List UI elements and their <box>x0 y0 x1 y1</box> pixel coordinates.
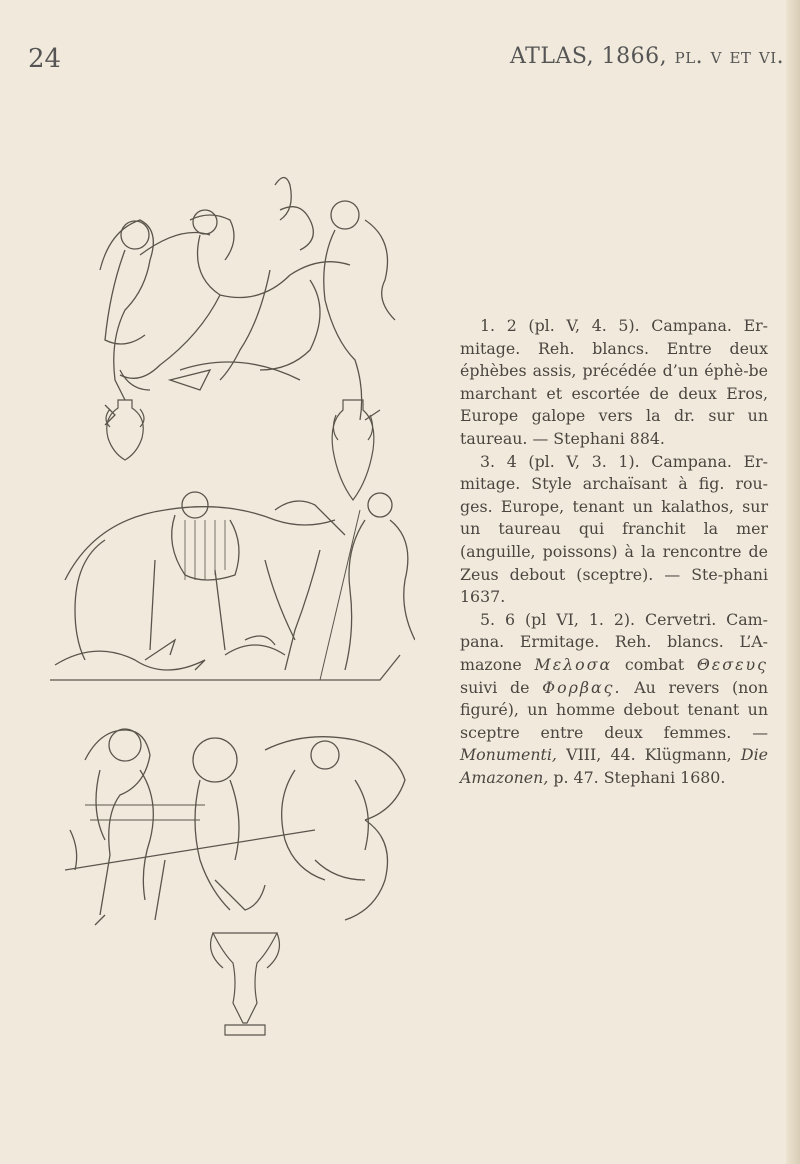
running-header: ATLAS, 1866, pl. v et vi. <box>510 44 785 69</box>
greek-name-melosa: Μελοσα <box>534 654 613 674</box>
catalogue-text <box>460 315 768 789</box>
vase-painting-europa-zeus-icon <box>45 480 415 690</box>
vase-painting-amazon-combat-icon <box>65 710 420 930</box>
entry3-text-c: suivi de <box>460 677 530 697</box>
reference-die-amazonen: Die Amazonen, <box>460 745 768 787</box>
greek-name-phorbas: Φορβας. <box>542 677 622 697</box>
greek-name-theseus: Θεσευς <box>696 654 768 674</box>
catalogue-entry-3 <box>460 609 768 790</box>
entry3-text-d: Au revers (non figuré), un homme debout tenant un sceptre entre deux femmes. — <box>460 677 768 742</box>
entry3-text-a: 5. 6 (pl VI, 1. 2). Cervetri. Cam-pana. Ermitage. Reh. blancs. L’A-mazone <box>460 609 768 674</box>
reference-monumenti: Monumenti, <box>460 745 557 765</box>
vase-shape-bottom-icon <box>205 925 285 1045</box>
entry3-text-b: combat <box>624 654 685 674</box>
vase-shape-left-icon <box>100 395 150 465</box>
catalogue-entry-1: 1. 2 (pl. V, 4. 5). Campana. Er-mitage. Reh. blancs. Entre deux éphèbes assis, précédée d’un éphè-be marchant et escortée de deux Eros, Europe galope vers la dr. sur un taureau. — Stephani 884. <box>460 316 768 448</box>
page-number: 24 <box>28 44 62 74</box>
entry3-text-e: VIII, 44. Klügmann, <box>566 745 732 765</box>
catalogue-entry-2: 3. 4 (pl. V, 3. 1). Campana. Er-mitage. Style archaïsant à fig. rou-ges. Europe, tenant un kalathos, sur un taureau qui franchit la mer (anguille, poissons) à la rencontre de Zeus debout (sceptre). — Ste-phani 1637. <box>460 451 768 607</box>
entry3-text-f: p. 47. Stephani 1680. <box>553 767 726 787</box>
